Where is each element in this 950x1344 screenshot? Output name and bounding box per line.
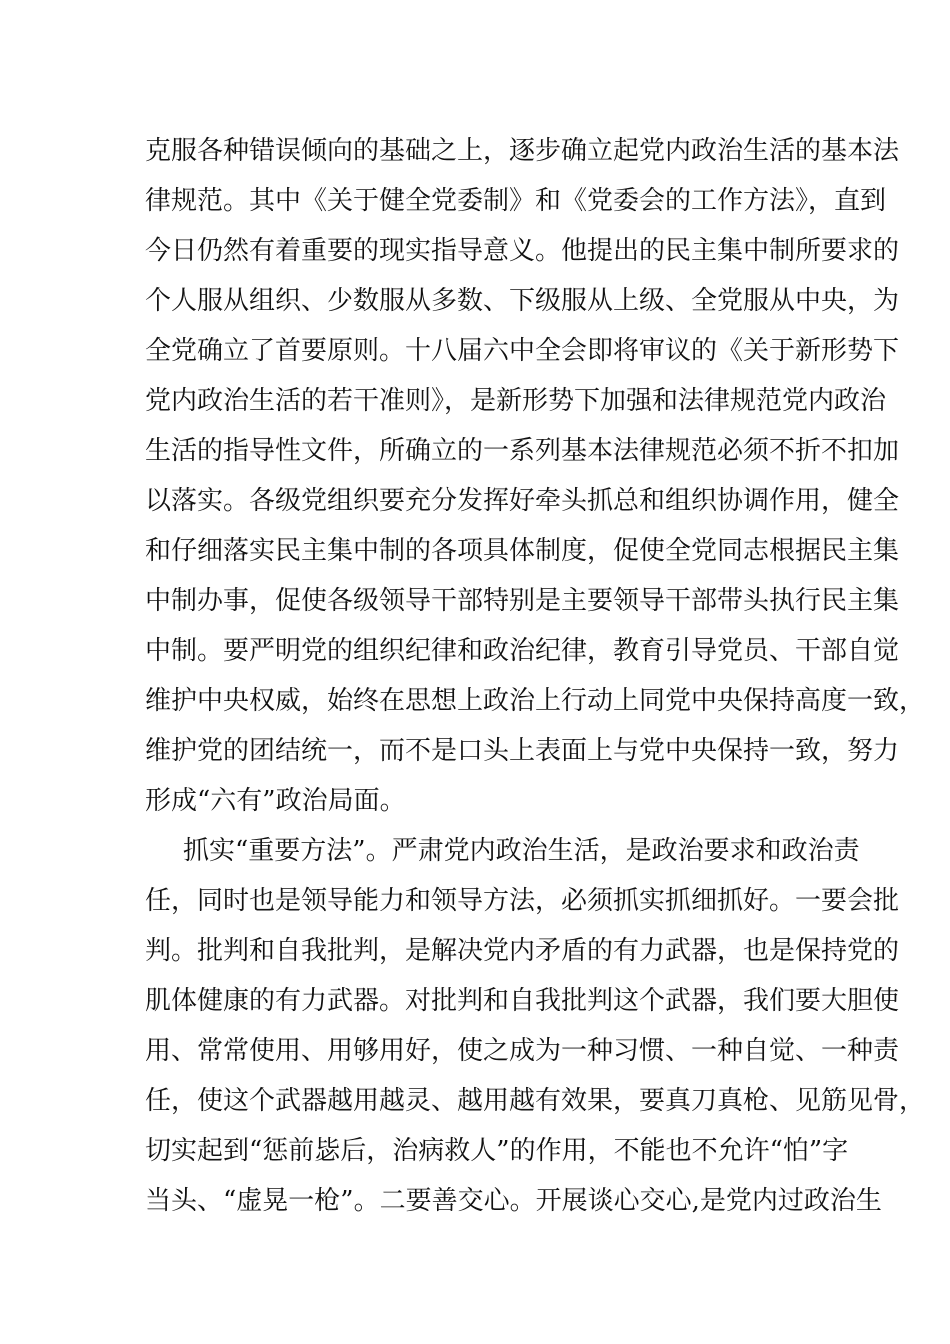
text-line: 维护中央权威，始终在思想上政治上行动上同党中央保持高度一致， bbox=[145, 686, 926, 716]
text-line: 肌体健康的有力武器。对批判和自我批判这个武器，我们要大胆使 bbox=[145, 986, 900, 1016]
body-text bbox=[145, 126, 926, 1226]
text-line: 个人服从组织、少数服从多数、下级服从上级、全党服从中央，为 bbox=[145, 286, 900, 316]
text-line: 中制办事，促使各级领导干部特别是主要领导干部带头执行民主集 bbox=[145, 586, 900, 616]
text-line: 党内政治生活的若干准则》，是新形势下加强和法律规范党内政治 bbox=[145, 386, 887, 416]
text-line: 形成“六有”政治局面。 bbox=[145, 786, 406, 816]
text-line: 以落实。各级党组织要充分发挥好牵头抓总和组织协调作用，健全 bbox=[145, 486, 900, 516]
text-line: 切实起到“惩前毖后，治病救人”的作用，不能也不允许“怕”字 bbox=[145, 1136, 849, 1166]
text-line: 任，使这个武器越用越灵、越用越有效果，要真刀真枪、见筋见骨， bbox=[145, 1086, 926, 1116]
text-line: 当头、“虚晃一枪”。二要善交心。开展谈心交心,是党内过政治生 bbox=[145, 1186, 882, 1216]
text-line: 克服各种错误倾向的基础之上，逐步确立起党内政治生活的基本法 bbox=[145, 136, 900, 166]
text-line: 和仔细落实民主集中制的各项具体制度，促使全党同志根据民主集 bbox=[145, 536, 900, 566]
text-line: 任，同时也是领导能力和领导方法，必须抓实抓细抓好。一要会批 bbox=[145, 886, 900, 916]
text-line: 维护党的团结统一，而不是口头上表面上与党中央保持一致，努力 bbox=[145, 736, 900, 766]
text-line: 中制。要严明党的组织纪律和政治纪律，教育引导党员、干部自觉 bbox=[145, 636, 900, 666]
text-line: 用、常常使用、用够用好，使之成为一种习惯、一种自觉、一种责 bbox=[145, 1036, 900, 1066]
text-line: 今日仍然有着重要的现实指导意义。他提出的民主集中制所要求的 bbox=[145, 236, 900, 266]
text-line: 生活的指导性文件，所确立的一系列基本法律规范必须不折不扣加 bbox=[145, 436, 900, 466]
text-line: 律规范。其中《关于健全党委制》和《党委会的工作方法》，直到 bbox=[145, 186, 887, 216]
paragraph-first-line: 抓实“重要方法”。严肃党内政治生活，是政治要求和政治责 bbox=[183, 836, 860, 866]
text-line: 全党确立了首要原则。十八届六中全会即将审议的《关于新形势下 bbox=[145, 336, 900, 366]
text-line: 判。批判和自我批判，是解决党内矛盾的有力武器，也是保持党的 bbox=[145, 936, 900, 966]
